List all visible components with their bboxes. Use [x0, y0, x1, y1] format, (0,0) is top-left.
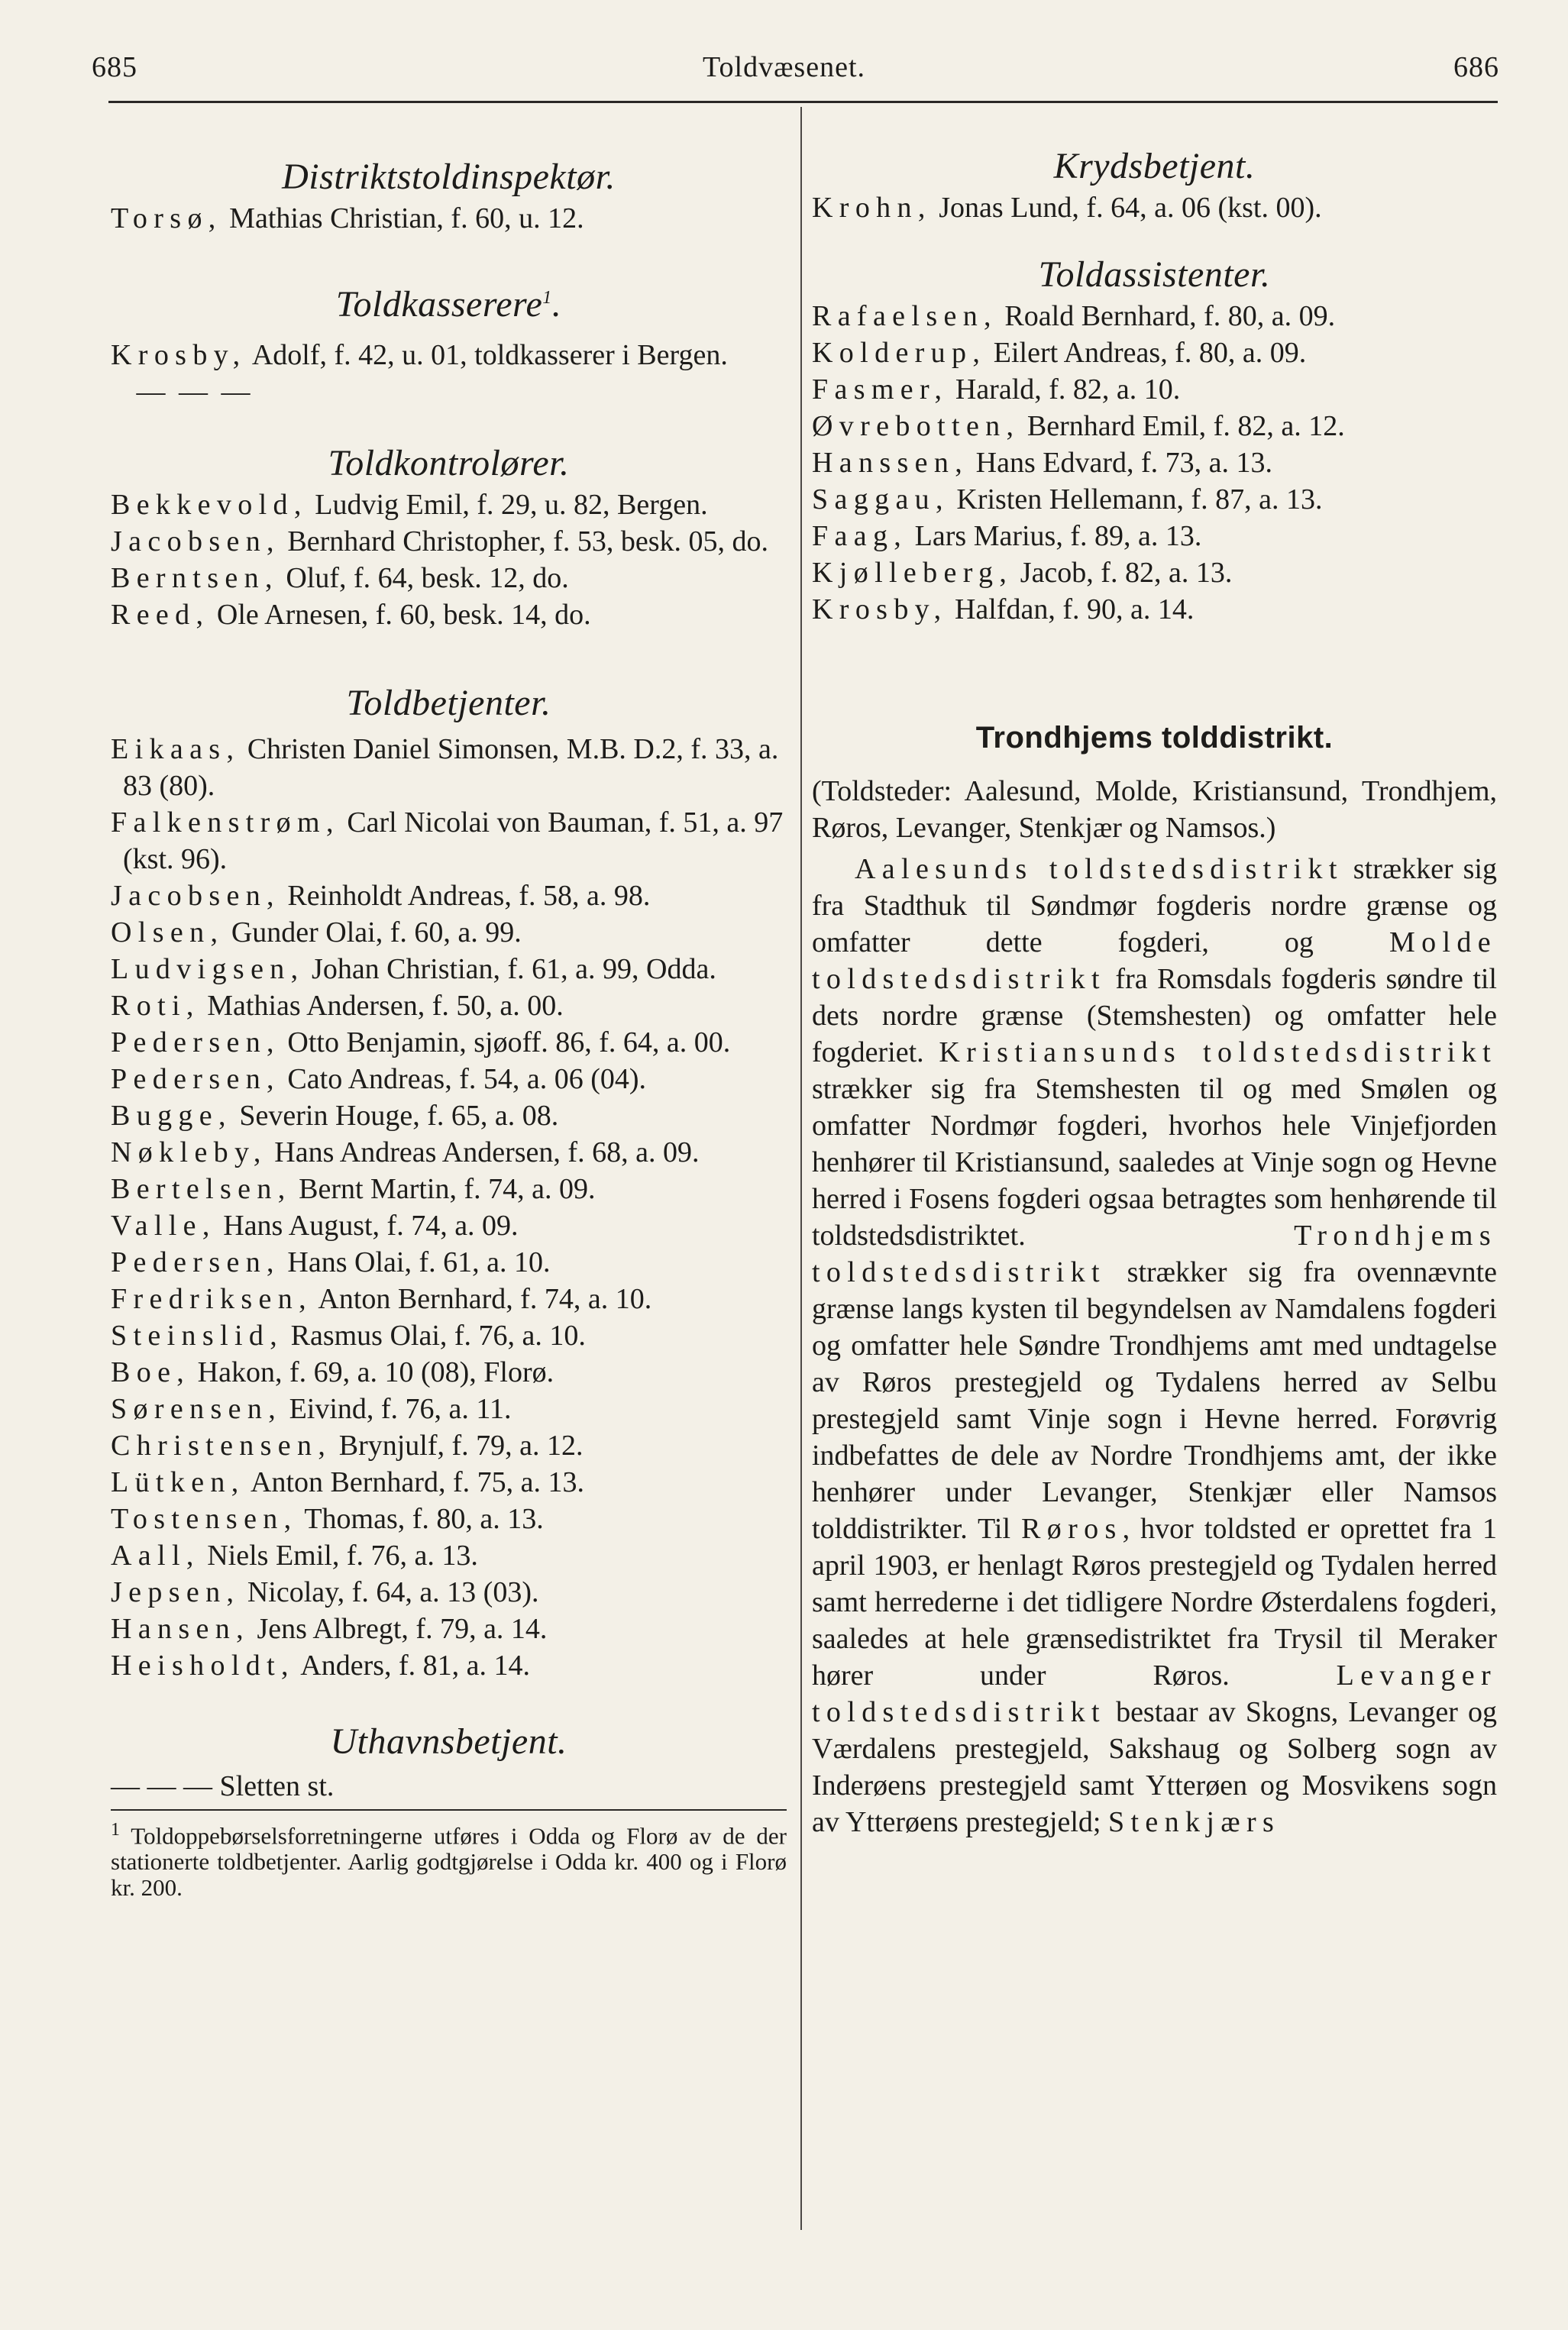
place-name: Molde toldstedsdistrikt — [812, 926, 1497, 995]
toldsteder-note: (Toldsteder: Aalesund, Molde, Kristiansund, Trondhjem, Røros, Levanger, Stenkjær og Namsos.) — [812, 775, 1497, 844]
place-name: Aalesunds toldstedsdistrikt — [855, 853, 1343, 885]
entry-surname: Hanssen, — [812, 447, 969, 479]
entry-surname: Krohn, — [812, 192, 932, 224]
entry-details: Harald, f. 82, a. 10. — [948, 373, 1181, 406]
entry-details: Nicolay, f. 64, a. 13 (03). — [240, 1576, 539, 1608]
list-item — [111, 1427, 787, 1464]
entry-surname: Bekkevold, — [111, 489, 308, 521]
district-description — [812, 851, 1497, 1840]
entry-surname: Kjølleberg, — [812, 557, 1014, 589]
entry-surname: Jepsen, — [111, 1576, 241, 1608]
entry-surname: Pedersen, — [111, 1246, 280, 1278]
entry-details: Hans Olai, f. 61, a. 10. — [280, 1246, 551, 1278]
entry-details: Bernhard Emil, f. 82, a. 12. — [1020, 410, 1345, 442]
entry-details: Niels Emil, f. 76, a. 13. — [199, 1540, 478, 1572]
entry-details: Hans Edvard, f. 73, a. 13. — [968, 447, 1272, 479]
footnote-mark: 1 — [111, 1820, 120, 1840]
entry-details: Kristen Hellemann, f. 87, a. 13. — [949, 483, 1323, 515]
entry-surname: Heisholdt, — [111, 1650, 295, 1682]
entry-surname: Valle, — [111, 1210, 216, 1242]
list-toldbetjenter — [111, 731, 787, 1684]
entry-details: Eilert Andreas, f. 80, a. 09. — [986, 337, 1307, 369]
entry-surname: Fredriksen, — [111, 1283, 312, 1315]
list-item — [111, 1171, 787, 1207]
heading-toldkasserere-text: Toldkasserere — [335, 284, 543, 325]
entry-surname: Hansen, — [111, 1613, 250, 1645]
entry-details: Mathias Christian, f. 60, u. 12. — [221, 202, 584, 234]
entry-surname: Saggau, — [812, 483, 949, 515]
entry-details: Severin Houge, f. 65, a. 08. — [231, 1100, 559, 1132]
entry-details: Roald Bernhard, f. 80, a. 09. — [997, 300, 1336, 332]
entry-surname: Pedersen, — [111, 1026, 280, 1058]
entry-surname: Bugge, — [111, 1100, 232, 1132]
entry-surname: Sørensen, — [111, 1393, 283, 1425]
list-krydsbetjent — [812, 189, 1497, 226]
entry-details: Eivind, f. 76, a. 11. — [282, 1393, 512, 1425]
list-item — [812, 189, 1497, 226]
uthavnsbetjent-line: — — — Sletten st. — [111, 1770, 335, 1802]
entry-surname: Christensen, — [111, 1430, 332, 1462]
list-item — [111, 951, 787, 987]
page-number-left: 685 — [92, 51, 137, 83]
entry-surname: Steinslid, — [111, 1320, 284, 1352]
list-item — [111, 1097, 787, 1134]
heading-toldkasserere: Toldkasserere$^1$. — [335, 284, 562, 325]
heading-distriktstoldinspektor: Distriktstoldinspektør. — [282, 157, 616, 197]
list-item — [111, 486, 787, 523]
place-name: Røros — [1021, 1513, 1123, 1545]
entry-surname: Berntsen, — [111, 562, 279, 594]
list-item — [812, 518, 1497, 554]
entry-surname: Faag, — [812, 520, 908, 552]
footnote-reference: 1 — [542, 288, 552, 308]
list-item — [111, 1281, 787, 1317]
list-item — [111, 1501, 787, 1537]
entry-details: Thomas, f. 80, a. 13. — [297, 1503, 544, 1535]
entry-surname: Bertelsen, — [111, 1173, 292, 1205]
entry-details: Johan Christian, f. 61, a. 99, Odda. — [304, 953, 716, 985]
list-item — [812, 554, 1497, 591]
entry-details: Jonas Lund, f. 64, a. 06 (kst. 00). — [931, 192, 1322, 224]
column-divider — [800, 107, 802, 2230]
entry-details: Ludvig Emil, f. 29, u. 82, Bergen. — [307, 489, 708, 521]
heading-toldbetjenter: Toldbetjenter. — [346, 683, 551, 723]
entry-surname: Ludvigsen, — [111, 953, 305, 985]
heading-toldkontrolorer: Toldkontrolører. — [328, 443, 570, 483]
entry-details: Jens Albregt, f. 79, a. 14. — [249, 1613, 548, 1645]
paragraph-text: strækker sig fra Stemshesten til og med Smølen og omfatter Nordmør fogderi, hvorhos hele Vinjefjorden henhører til Kristiansund, saaledes at Vinje sogn og Hevne herred i Fosens fogderi ogsaa betragtes som henhørende til toldstedsdistriktet. — [812, 1073, 1497, 1252]
entry-surname: Olsen, — [111, 916, 225, 948]
list-item — [111, 200, 787, 237]
entry-details: Anton Bernhard, f. 75, a. 13. — [244, 1466, 584, 1498]
list-distriktstoldinspektor — [111, 200, 787, 237]
left-column — [111, 107, 787, 1901]
entry-details: Hakon, f. 69, a. 10 (08), Florø. — [190, 1356, 554, 1388]
entry-surname: Øvrebotten, — [812, 410, 1020, 442]
entry-surname: Tostensen, — [111, 1503, 298, 1535]
entry-details: Ole Arnesen, f. 60, besk. 14, do. — [209, 599, 591, 631]
list-item — [111, 1317, 787, 1354]
list-item — [812, 444, 1497, 481]
list-item — [111, 1611, 787, 1647]
entry-surname: Boe, — [111, 1356, 191, 1388]
entry-surname: Roti, — [111, 990, 200, 1022]
heading-uthavnsbetjent: Uthavnsbetjent. — [330, 1721, 567, 1762]
entry-details: Bernhard Christopher, f. 53, besk. 05, do. — [280, 525, 769, 557]
list-toldassistenter — [812, 298, 1497, 628]
entry-details: Anton Bernhard, f. 74, a. 10. — [312, 1283, 652, 1315]
list-item — [111, 1024, 787, 1061]
entry-details: Rasmus Olai, f. 76, a. 10. — [283, 1320, 586, 1352]
list-item — [111, 1647, 787, 1684]
list-item — [111, 1391, 787, 1427]
paragraph-text: strækker sig fra Stadthuk til Søndmør fogderis nordre grænse og omfatter dette fogderi, og — [812, 853, 1497, 958]
entry-details: Brynjulf, f. 79, a. 12. — [331, 1430, 584, 1462]
entry-surname: Reed, — [111, 599, 210, 631]
list-item — [111, 560, 787, 596]
entry-details: Oluf, f. 64, besk. 12, do. — [278, 562, 569, 594]
paragraph-text: strækker sig fra ovennævnte grænse langs kysten til begyndelsen av Namdalens fogderi og omfatter hele Søndre Trondhjems amt med undtagelse av Røros prestegjeld og Tydalens herred av Selbu prestegjeld samt Vinje sogn i Hevne herred. Forøvrig indbefattes de dele av Nordre Trondhjems amt, der ikke henhører under Levanger, Stenkjær eller Namsos tolddistrikter. Til — [812, 1256, 1497, 1545]
dash-placeholder: — — — — [136, 376, 254, 408]
list-item — [111, 987, 787, 1024]
entry-details: Halfdan, f. 90, a. 14. — [947, 593, 1195, 625]
paragraph-text: , hvor toldsted er oprettet fra 1 april 1903, er henlagt Røros prestegjeld og Tydalen herred samt herrederne i det tidligere Nordre Østerdalens fogderi, saaledes at hele grænsedistriktet fra Trysil til Meraker hører under Røros. — [812, 1513, 1497, 1692]
entry-surname: Torsø, — [111, 202, 222, 234]
list-toldkasserere — [111, 337, 787, 373]
place-name: Trondhjems toldstedsdistrikt — [812, 1220, 1497, 1288]
entry-details: Anders, f. 81, a. 14. — [294, 1650, 531, 1682]
running-title: Toldvæsenet. — [702, 51, 866, 83]
list-item — [111, 1207, 787, 1244]
list-item — [111, 337, 787, 373]
entry-surname: Falkenstrøm, — [111, 806, 340, 839]
list-item — [111, 1061, 787, 1097]
place-name: Stenkjærs — [1107, 1806, 1281, 1838]
list-item — [111, 731, 787, 804]
entry-surname: Fasmer, — [812, 373, 949, 406]
list-item — [111, 877, 787, 914]
header-rule — [108, 101, 1498, 103]
list-item — [111, 596, 787, 633]
entry-surname: Pedersen, — [111, 1063, 280, 1095]
list-item — [111, 1354, 787, 1391]
entry-details: Otto Benjamin, sjøoff. 86, f. 64, a. 00. — [280, 1026, 731, 1058]
list-item — [111, 1574, 787, 1611]
heading-trondhjems-tolddistrikt: Trondhjems tolddistrikt. — [975, 721, 1334, 755]
entry-details: Cato Andreas, f. 54, a. 06 (04). — [280, 1063, 647, 1095]
entry-details: Hans August, f. 74, a. 09. — [215, 1210, 519, 1242]
entry-details: Gunder Olai, f. 60, a. 99. — [224, 916, 522, 948]
entry-details: Reinholdt Andreas, f. 58, a. 98. — [280, 880, 651, 912]
right-column — [812, 107, 1497, 1840]
list-item — [111, 804, 787, 877]
entry-surname: Krosby, — [812, 593, 948, 625]
entry-surname: Nøkleby, — [111, 1136, 267, 1168]
entry-surname: Rafaelsen, — [812, 300, 997, 332]
list-item — [812, 591, 1497, 628]
entry-surname: Krosby, — [111, 339, 247, 371]
entry-details: Christen Daniel Simonsen, M.B. D.2, f. 33, a. 83 (80). — [123, 733, 779, 802]
list-item — [812, 298, 1497, 334]
entry-surname: Eikaas, — [111, 733, 241, 765]
list-item — [812, 371, 1497, 408]
heading-toldassistenter: Toldassistenter. — [1038, 254, 1271, 295]
heading-krydsbetjent: Krydsbetjent. — [1053, 146, 1256, 186]
entry-details: Lars Marius, f. 89, a. 13. — [907, 520, 1202, 552]
footnote — [111, 1809, 787, 1901]
paragraph-text: bestaar av Skogns, Levanger og Værdalens prestegjeld, Sakshaug og Solberg sogn av Inderøens prestegjeld samt Ytterøen og Mosvikens sogn av Ytterøens prestegjeld; — [812, 1696, 1497, 1838]
list-toldkontrolorer — [111, 486, 787, 633]
list-item — [812, 408, 1497, 444]
entry-details: Jacob, f. 82, a. 13. — [1013, 557, 1233, 589]
list-item — [111, 1244, 787, 1281]
list-item — [812, 334, 1497, 371]
list-item — [111, 1464, 787, 1501]
entry-details: Bernt Martin, f. 74, a. 09. — [291, 1173, 596, 1205]
entry-surname: Jacobsen, — [111, 525, 280, 557]
entry-surname: Jacobsen, — [111, 880, 280, 912]
footnote-text: Toldoppebørselsforretningerne utføres i Odda og Florø av de der stationerte toldbetjenter. Aarlig godtgjørelse i Odda kr. 400 og i Florø kr. 200. — [111, 1822, 787, 1902]
entry-surname: Aall, — [111, 1540, 200, 1572]
entry-details: Mathias Andersen, f. 50, a. 00. — [199, 990, 564, 1022]
entry-surname: Kolderup, — [812, 337, 987, 369]
page-number-right: 686 — [1453, 51, 1499, 83]
list-item — [111, 523, 787, 560]
list-item — [812, 481, 1497, 518]
list-item — [111, 914, 787, 951]
paragraph-text: fra Romsdals fogderis søndre til dets nordre grænse (Stemshesten) og omfatter hele fogderiet. — [812, 963, 1497, 1068]
list-item — [111, 1134, 787, 1171]
entry-details: Carl Nicolai von Bauman, f. 51, a. 97 (kst. 96). — [123, 806, 784, 875]
entry-details: Adolf, f. 42, u. 01, toldkasserer i Bergen. — [246, 339, 728, 371]
place-name: Kristiansunds toldstedsdistrikt — [939, 1036, 1498, 1068]
entry-surname: Lütken, — [111, 1466, 245, 1498]
place-name: Levanger toldstedsdistrikt — [812, 1659, 1497, 1728]
entry-details: Hans Andreas Andersen, f. 68, a. 09. — [267, 1136, 700, 1168]
list-item — [111, 1537, 787, 1574]
